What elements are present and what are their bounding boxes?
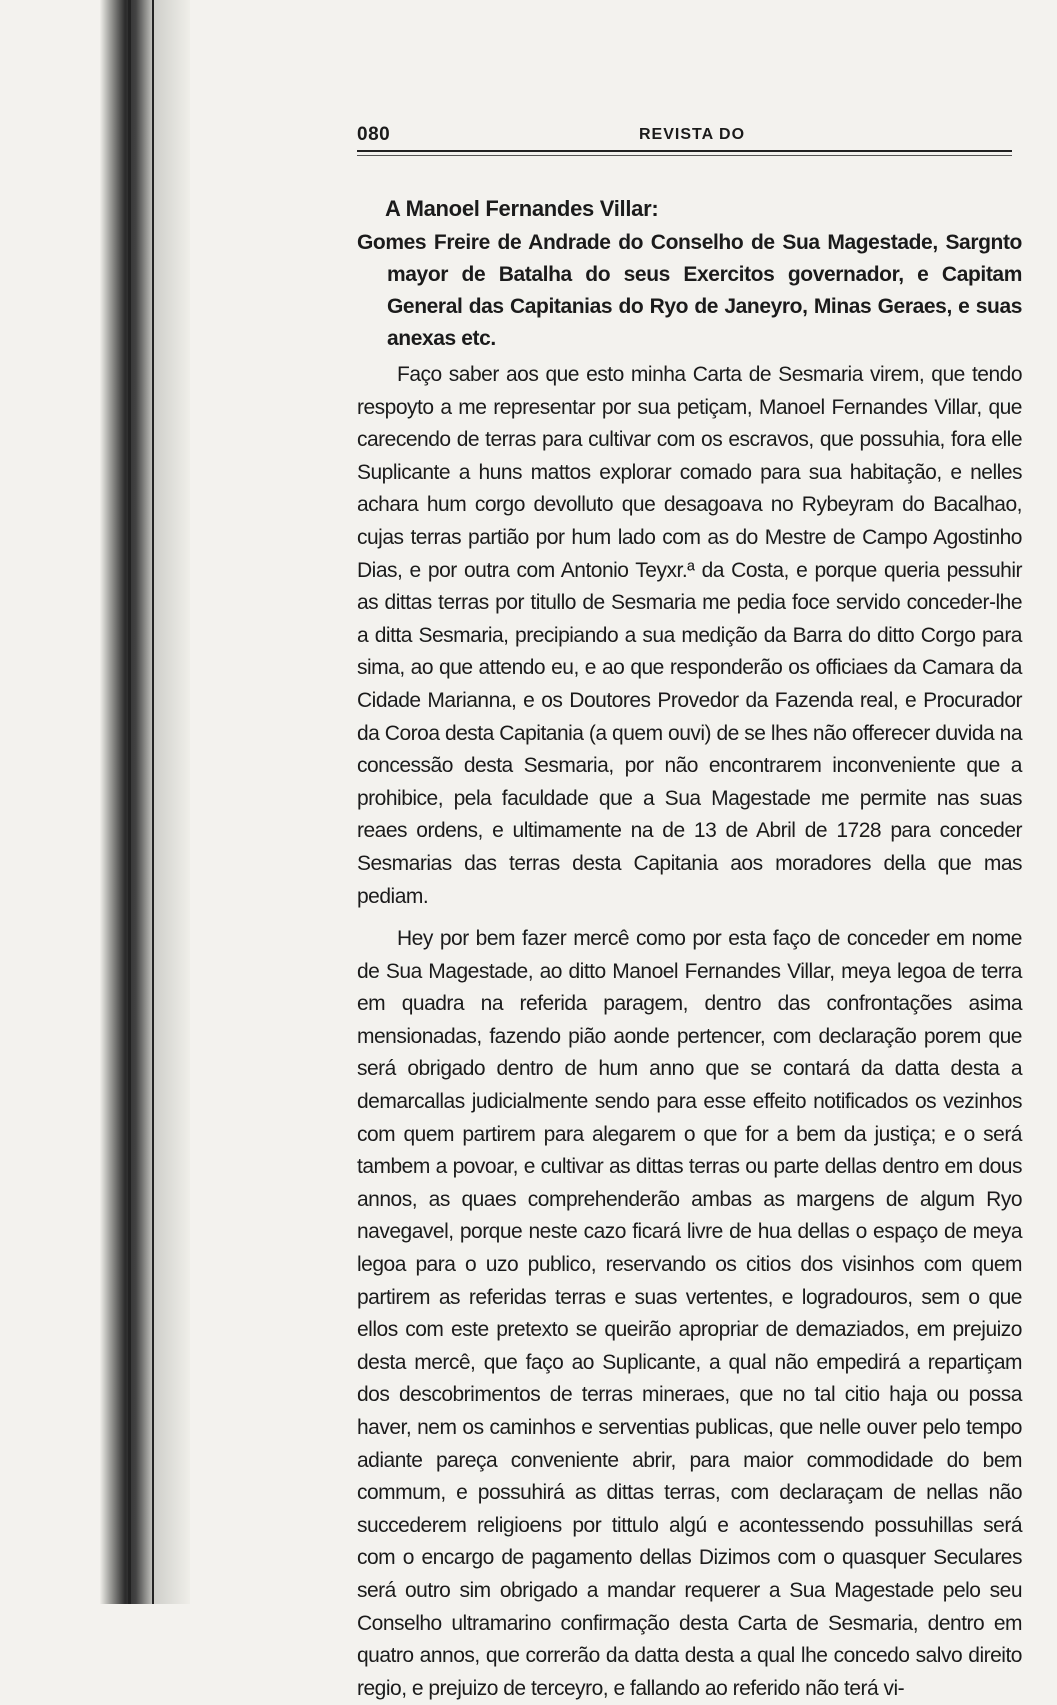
header-rule <box>357 150 1012 156</box>
book-binding-gutter <box>100 0 190 1604</box>
book-page <box>357 118 1022 1705</box>
page-header <box>357 118 1022 156</box>
issuer-paragraph: Gomes Freire de Andrade do Conselho de Sua Magestade, Sargnto mayor de Batalha do seus Exercitos governador, e Capitam General das Capitanias do Ryo de Janeyro, Minas Geraes, e suas anexas etc. <box>357 231 1022 350</box>
addressee-line: A Manoel Fernandes Villar: <box>385 196 659 221</box>
running-title: REVISTA DO <box>639 126 746 143</box>
binding-edge-line <box>128 0 131 1604</box>
body-paragraph: Faço saber aos que esto minha Carta de Sesmaria virem, que tendo respoyto a me representar por sua petiçam, Manoel Fernandes Villar, que carecendo de terras para cultivar com os escravos, que possuhia, fora elle Suplicante a huns mattos explorar comado para sua habitação, e nelles achara hum corgo devolluto que desagoava no Rybeyram do Bacalhao, cujas terras partião por hum lado com as do Mestre de Campo Agostinho Dias, e por outra com Antonio Teyxr.ª da Costa, e porque queria pessuhir as dittas terras por titullo de Sesmaria me pedia foce servido conceder-lhe a ditta Sesmaria, precipiando a sua medição da Barra do ditto Corgo para sima, ao que attendo eu, e ao que responderão os officiaes da Camara da Cidade Marianna, e os Doutores Provedor da Fazenda real, e Procurador da Coroa desta Capitania (a quem ouvi) de se lhes não offerecer duvida na concessão desta Sesmaria, por não encontrarem inconveniente que a prohibice, pela faculdade que a Sua Magestade me permite nas suas reaes ordens, e ultimamente na de 13 de Abril de 1728 para conceder Sesmarias das terras desta Capitania aos moradores della que mas pediam. <box>357 363 1022 908</box>
body-paragraph: Hey por bem fazer mercê como por esta faço de conceder em nome de Sua Magestade, ao ditto Manoel Fernandes Villar, meya legoa de terra em quadra na referida paragem, dentro das confrontações asima mensionadas, fazendo pião aonde pertencer, com declaração porem que será obrigado dentro de hum anno que se contará da datta desta a demarcallas judicialmente sendo para esse effeito notificados os vezinhos com quem partirem para alegarem o que for a bem da justiça; e o será tambem a povoar, e cultivar as dittas terras ou parte dellas dentro em dous annos, as quaes comprehenderão ambas as margens de algum Ryo navegavel, porque neste cazo ficará livre de hua dellas o espaço de meya legoa para o uzo publico, reservando os citios dos visinhos com quem partirem as referidas terras e suas vertentes, e logradouros, sem o que ellos com este pretexto se queirão apropriar de demaziados, em prejuizo desta mercê, que faço ao Suplicante, a qual não empedirá a repartiçam dos descobrimentos de terras mineraes, que no tal citio haja ou possa haver, nem os caminhos e serventias publicas, que nelle ouver pelo tempo adiante pareça conveniente abrir, para maior commodidade do bem commum, e possuhirá as dittas terras, com declaraçam de nellas não succederem religioens por tittulo algú e acontessendo possuhillas será com o encargo de pagamento dellas Dizimos com o quasquer Seculares será outro sim obrigado a mandar requerer a Sua Magestade pelo seu Conselho ultramarino confirmação desta Carta de Sesmaria, dentro em quatro annos, que correrão da datta desta a qual lhe concedo salvo direito regio, e prejuizo de terceyro, e fallando ao referido não terá vi- <box>357 927 1022 1700</box>
binding-edge-line <box>152 0 154 1604</box>
page-number: 080 <box>357 124 391 145</box>
